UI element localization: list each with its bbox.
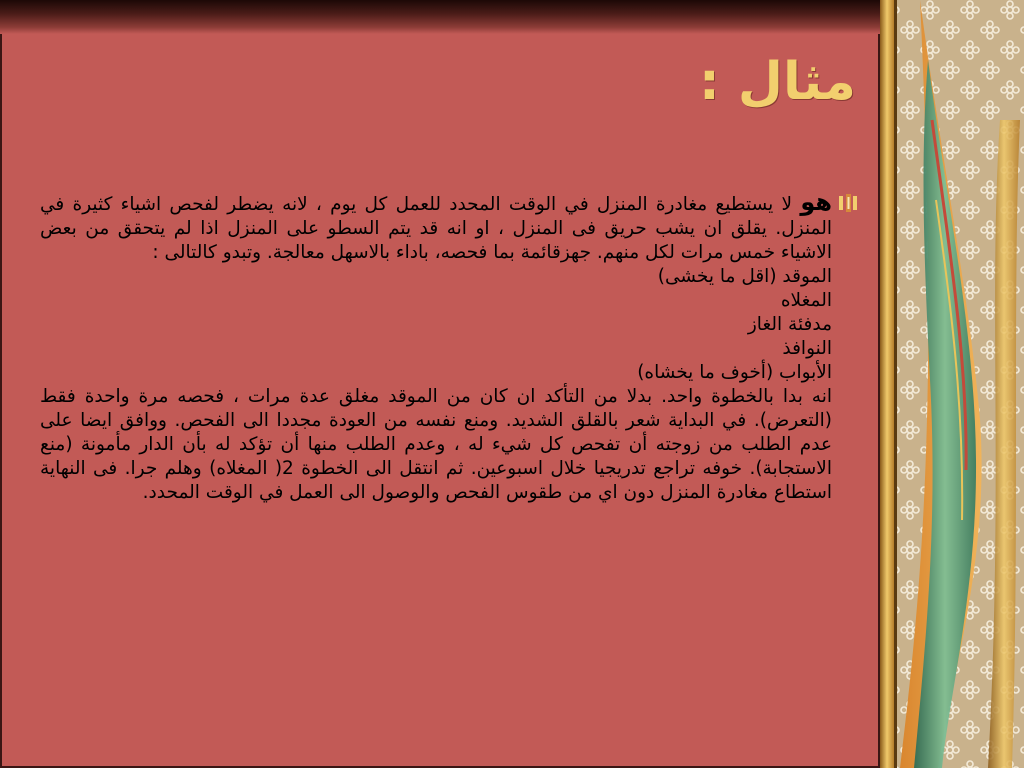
bullet-icon xyxy=(838,194,860,212)
lead-word: هو xyxy=(800,188,832,216)
slide-body xyxy=(40,190,832,505)
intro-text: لا يستطيع مغادرة المنزل في الوقت المحدد للعمل كل يوم ، لانه يضطر لفحص اشياء كثيرة في المنزل. يقلق ان يشب حريق فى المنزل ، او انه قد يتم السطو على المنزل اذا لم يتحقق من بعض الاشياء خمس مرات لكل منهم. جهزقائمة بما فحصه، باداء بالاسهل معالجة. وتبدو كالتالى : xyxy=(40,194,832,263)
list-item: النوافذ xyxy=(782,338,832,359)
list-item: الموقد (اقل ما يخشى) xyxy=(657,266,832,287)
list-item: مدفئة الغاز xyxy=(747,314,832,335)
floral-border xyxy=(880,0,1024,768)
conclusion-paragraph: انه بدا بالخطوة واحد. بدلا من التأكد ان كان من الموقد مغلق عدة مرات ، فحصه مرة واحدة فقط (التعرض). في البداية شعر بالقلق الشديد. ومنع نفسه من العودة مجددا الى الفحص. ووافق ايضا على عدم الطلب من زوجته أن تفحص كل شيء له ، وعدم الطلب منها أن تؤكد له بأن الدار مأمونة (منع الاستجابة). خوفه تراجع تدريجيا خلال اسبوعين. ثم انتقل الى الخطوة 2( المغلاه) وهلم جرا. فى النهاية استطاع مغادرة المنزل دون اي من طقوس الفحص والوصول الى العمل في الوقت المحدد. xyxy=(40,386,832,503)
slide-top-shadow xyxy=(0,0,880,34)
floral-border-art xyxy=(880,0,1024,768)
list-item: الأبواب (أخوف ما يخشاه) xyxy=(637,362,832,383)
list-item: المغلاه xyxy=(780,290,832,311)
slide-title: مثال : xyxy=(699,52,856,112)
intro-paragraph xyxy=(40,190,832,265)
